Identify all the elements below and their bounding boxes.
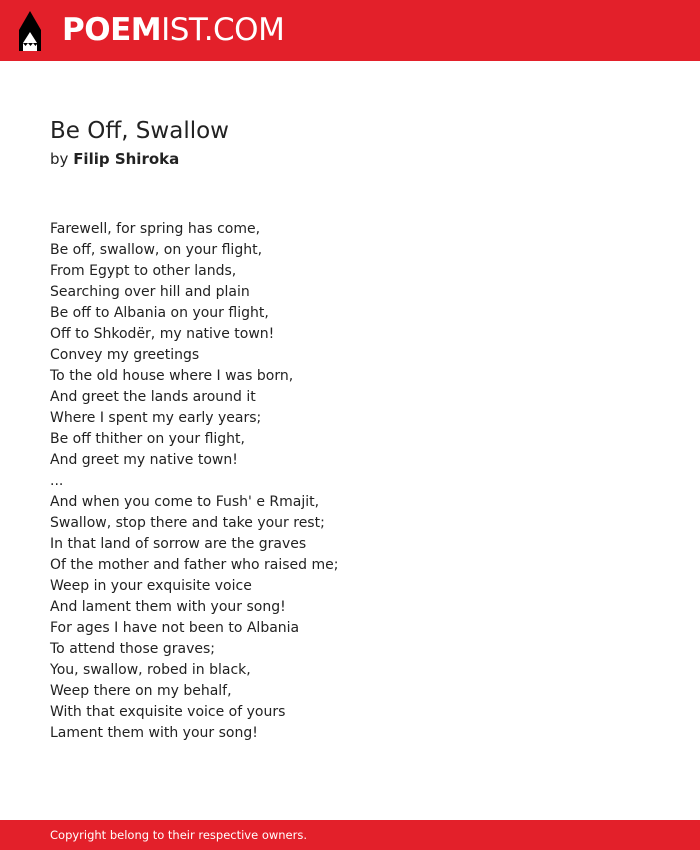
poem-line: You, swallow, robed in black, [50, 662, 251, 678]
site-header [0, 0, 700, 61]
poem-line: And lament them with your song! [50, 599, 286, 615]
poem-line: Be off to Albania on your flight, [50, 305, 269, 321]
poem-line: Where I spent my early years; [50, 410, 262, 426]
poem-line: Convey my greetings [50, 347, 200, 363]
poem-line: To the old house where I was born, [50, 368, 294, 384]
poem-line: In that land of sorrow are the graves [50, 536, 307, 552]
poem-line: To attend those graves; [50, 641, 215, 657]
poem-line: For ages I have not been to Albania [50, 620, 300, 636]
poem-body [50, 219, 650, 744]
copyright-text: Copyright belong to their respective owners. [50, 828, 308, 842]
poem-title: Be Off, Swallow [50, 118, 229, 144]
author-name: Filip Shiroka [73, 150, 180, 168]
site-footer [0, 820, 700, 850]
pencil-icon[interactable] [17, 10, 43, 52]
poem-line: Be off thither on your flight, [50, 431, 245, 447]
poem-line: And when you come to Fush' e Rmajit, [50, 494, 320, 510]
poem-line: And greet the lands around it [50, 389, 256, 405]
byline [50, 149, 179, 169]
brand-light: IST.COM [161, 12, 285, 48]
poem-line: ... [50, 473, 64, 489]
poem-line: Off to Shkodër, my native town! [50, 326, 275, 342]
poem-line: Of the mother and father who raised me; [50, 557, 339, 573]
poem-line: And greet my native town! [50, 452, 238, 468]
brand-bold: POEM [62, 12, 162, 48]
poem-line: Weep in your exquisite voice [50, 578, 252, 594]
poem-line: Lament them with your song! [50, 725, 258, 741]
by-label: by [50, 150, 69, 168]
poem-line: Searching over hill and plain [50, 284, 250, 300]
poem-line: From Egypt to other lands, [50, 263, 237, 279]
poem-line: Farewell, for spring has come, [50, 221, 261, 237]
poem-line: Swallow, stop there and take your rest; [50, 515, 325, 531]
poem-line: Weep there on my behalf, [50, 683, 232, 699]
poem-line: Be off, swallow, on your flight, [50, 242, 263, 258]
poem-line: With that exquisite voice of yours [50, 704, 286, 720]
site-logo[interactable] [62, 10, 284, 50]
